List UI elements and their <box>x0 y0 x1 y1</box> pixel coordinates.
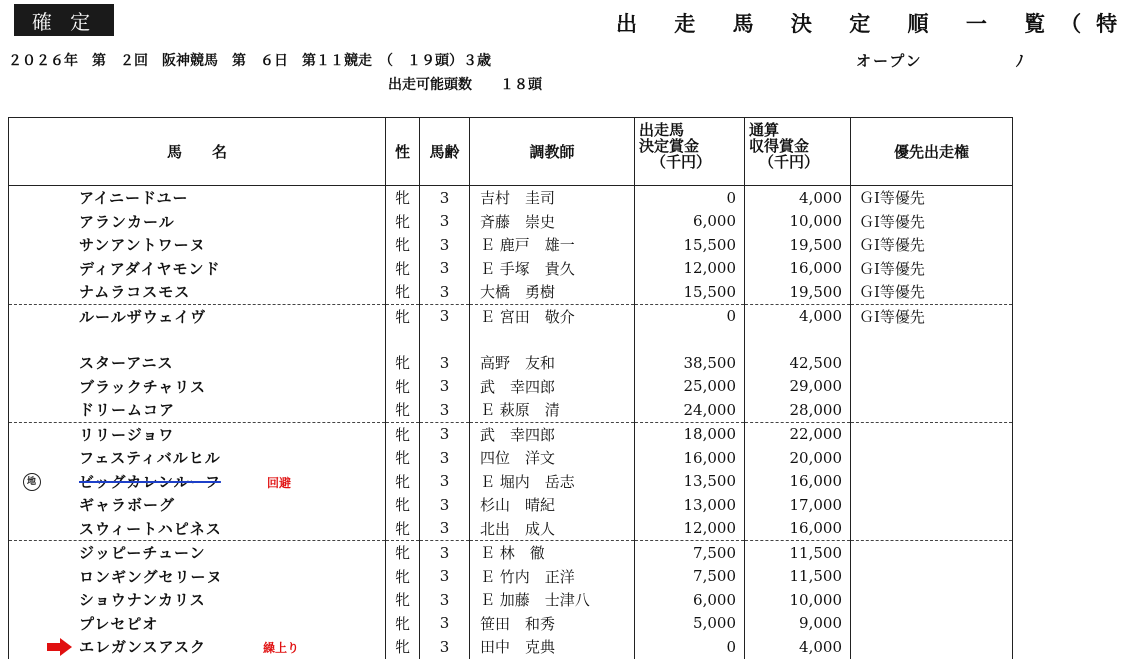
priority-cell: ＧⅠ等優先 <box>851 280 1013 304</box>
horse-name: ルールザウェイヴ <box>79 307 207 326</box>
sex-cell: 牝 <box>386 257 420 281</box>
trainer-cell: 吉村 圭司 <box>470 186 635 210</box>
priority-cell <box>851 635 1013 659</box>
header-total-line1: 通算 <box>749 121 780 139</box>
header-decision-prize <box>635 118 745 186</box>
total-prize-cell: 4,000 <box>745 635 851 659</box>
empty-cell <box>635 328 745 351</box>
age-cell: 3 <box>420 210 470 234</box>
total-prize-cell: 19,500 <box>745 233 851 257</box>
horse-name-cell <box>9 398 386 422</box>
table-row <box>9 517 1013 541</box>
decision-prize-cell: 38,500 <box>635 351 745 375</box>
horse-name-cell <box>9 186 386 210</box>
priority-cell <box>851 398 1013 422</box>
horse-name: ギャラボーグ <box>79 496 176 515</box>
scratched-note: 回避 <box>267 475 292 490</box>
age-cell: 3 <box>420 422 470 446</box>
trainer-cell: 高野 友和 <box>470 351 635 375</box>
horse-name: スターアニス <box>79 354 174 373</box>
horse-name: ショウナンカリス <box>79 591 206 610</box>
header-age: 馬齢 <box>420 118 470 186</box>
horse-name-cell <box>9 565 386 589</box>
horse-name: ディアダイヤモンド <box>79 259 221 278</box>
horse-name: エレガンスアスク <box>79 638 206 657</box>
header-row <box>9 118 1013 186</box>
edge-mark: ﾉ <box>1016 52 1024 70</box>
sex-cell: 牝 <box>386 375 420 399</box>
trainer-cell: 田中 克典 <box>470 635 635 659</box>
trainer-cell: 武 幸四郎 <box>470 422 635 446</box>
age-cell: 3 <box>420 470 470 494</box>
table-row <box>9 635 1013 659</box>
trainer-cell: Ｅ 宮田 敬介 <box>470 304 635 328</box>
horse-name: ロンギングセリーヌ <box>79 567 223 586</box>
sex-cell: 牝 <box>386 351 420 375</box>
trainer-cell: 杉山 晴紀 <box>470 493 635 517</box>
trainer-cell: 武 幸四郎 <box>470 375 635 399</box>
decision-prize-cell: 0 <box>635 186 745 210</box>
table-row <box>9 210 1013 234</box>
trainer-cell: 笹田 和秀 <box>470 612 635 636</box>
priority-cell <box>851 470 1013 494</box>
priority-cell: ＧⅠ等優先 <box>851 304 1013 328</box>
total-prize-cell: 4,000 <box>745 304 851 328</box>
horse-name: リリージョワ <box>79 425 175 444</box>
decision-prize-cell: 7,500 <box>635 565 745 589</box>
decision-prize-cell: 0 <box>635 304 745 328</box>
sex-cell: 牝 <box>386 186 420 210</box>
sex-cell: 牝 <box>386 470 420 494</box>
horse-name-cell <box>9 233 386 257</box>
table-row <box>9 565 1013 589</box>
horse-name-cell <box>9 470 386 494</box>
priority-cell <box>851 517 1013 541</box>
total-prize-cell: 28,000 <box>745 398 851 422</box>
sex-cell: 牝 <box>386 422 420 446</box>
table-row <box>9 588 1013 612</box>
age-cell: 3 <box>420 565 470 589</box>
decision-prize-cell: 18,000 <box>635 422 745 446</box>
priority-cell <box>851 493 1013 517</box>
trainer-cell: Ｅ 林 徹 <box>470 541 635 565</box>
status-badge: 確 定 <box>14 4 114 36</box>
horse-name-cell <box>9 210 386 234</box>
trainer-cell: 大橋 勇樹 <box>470 280 635 304</box>
priority-cell <box>851 375 1013 399</box>
age-cell: 3 <box>420 541 470 565</box>
priority-cell <box>851 588 1013 612</box>
eligible-count: 出走可能頭数 １８頭 <box>388 77 542 93</box>
trainer-cell: 北出 成人 <box>470 517 635 541</box>
decision-prize-cell: 25,000 <box>635 375 745 399</box>
total-prize-cell: 20,000 <box>745 446 851 470</box>
page-title: 出 走 馬 決 定 順 一 覧（特 <box>616 12 1132 36</box>
decision-prize-cell: 15,500 <box>635 233 745 257</box>
sex-cell: 牝 <box>386 233 420 257</box>
horse-name-cell <box>9 375 386 399</box>
header-priority: 優先出走権 <box>851 118 1013 186</box>
horse-name-cell <box>9 304 386 328</box>
race-condition: オープン <box>856 52 923 70</box>
age-cell: 3 <box>420 351 470 375</box>
priority-cell <box>851 446 1013 470</box>
horse-name: サンアントワーヌ <box>79 236 206 255</box>
empty-cell <box>420 328 470 351</box>
horse-name-cell <box>9 446 386 470</box>
table-row <box>9 375 1013 399</box>
sex-cell: 牝 <box>386 635 420 659</box>
horse-name-cell <box>9 588 386 612</box>
header-total-line3: （千円） <box>759 153 820 171</box>
priority-cell: ＧⅠ等優先 <box>851 233 1013 257</box>
total-prize-cell: 16,000 <box>745 517 851 541</box>
header-decision-line2: 決定賞金 <box>639 137 700 155</box>
sex-cell: 牝 <box>386 565 420 589</box>
header-total-prize <box>745 118 851 186</box>
decision-prize-cell: 12,000 <box>635 517 745 541</box>
horse-name: ブラックチャリス <box>79 377 206 396</box>
decision-prize-cell: 15,500 <box>635 280 745 304</box>
total-prize-cell: 9,000 <box>745 612 851 636</box>
spacer-row <box>9 328 1013 351</box>
horse-name-cell <box>9 257 386 281</box>
empty-cell <box>745 328 851 351</box>
age-cell: 3 <box>420 517 470 541</box>
table-row <box>9 233 1013 257</box>
empty-cell <box>386 328 420 351</box>
horse-name-cell <box>9 517 386 541</box>
total-prize-cell: 11,500 <box>745 541 851 565</box>
table-row <box>9 446 1013 470</box>
sex-cell: 牝 <box>386 541 420 565</box>
header-sex: 性 <box>386 118 420 186</box>
trainer-cell: Ｅ 萩原 清 <box>470 398 635 422</box>
horse-name: ナムラコスモス <box>79 283 191 302</box>
decision-prize-cell: 16,000 <box>635 446 745 470</box>
entries-body <box>9 186 1013 659</box>
priority-cell <box>851 422 1013 446</box>
sex-cell: 牝 <box>386 446 420 470</box>
age-cell: 3 <box>420 446 470 470</box>
table-row <box>9 186 1013 210</box>
total-prize-cell: 10,000 <box>745 210 851 234</box>
total-prize-cell: 16,000 <box>745 470 851 494</box>
priority-cell: ＧⅠ等優先 <box>851 210 1013 234</box>
total-prize-cell: 42,500 <box>745 351 851 375</box>
horse-name: スウィートハピネス <box>79 519 222 538</box>
header-decision-line1: 出走馬 <box>639 121 685 139</box>
priority-cell: ＧⅠ等優先 <box>851 257 1013 281</box>
age-cell: 3 <box>420 588 470 612</box>
table-row <box>9 422 1013 446</box>
table-row <box>9 470 1013 494</box>
sex-cell: 牝 <box>386 493 420 517</box>
total-prize-cell: 17,000 <box>745 493 851 517</box>
decision-prize-cell: 13,000 <box>635 493 745 517</box>
table-row <box>9 493 1013 517</box>
empty-cell <box>851 328 1013 351</box>
sex-cell: 牝 <box>386 210 420 234</box>
horse-name: ビッグカレンルーフ <box>79 472 221 491</box>
horse-name-cell <box>9 280 386 304</box>
horse-name-cell <box>9 612 386 636</box>
age-cell: 3 <box>420 304 470 328</box>
sex-cell: 牝 <box>386 588 420 612</box>
priority-cell <box>851 612 1013 636</box>
table-row <box>9 257 1013 281</box>
decision-prize-cell: 6,000 <box>635 588 745 612</box>
priority-cell <box>851 541 1013 565</box>
trainer-cell: 斉藤 崇史 <box>470 210 635 234</box>
sex-cell: 牝 <box>386 280 420 304</box>
local-horse-mark-icon: 地 <box>23 473 41 491</box>
header-decision-line3: （千円） <box>651 153 712 171</box>
priority-cell <box>851 351 1013 375</box>
age-cell: 3 <box>420 186 470 210</box>
trainer-cell: Ｅ 加藤 士津八 <box>470 588 635 612</box>
total-prize-cell: 4,000 <box>745 186 851 210</box>
decision-prize-cell: 13,500 <box>635 470 745 494</box>
header-name: 馬 名 <box>9 118 386 186</box>
horse-name-cell <box>9 493 386 517</box>
total-prize-cell: 29,000 <box>745 375 851 399</box>
age-cell: 3 <box>420 233 470 257</box>
horse-name: アイニードユー <box>79 189 189 208</box>
sex-cell: 牝 <box>386 398 420 422</box>
age-cell: 3 <box>420 612 470 636</box>
trainer-cell: Ｅ 鹿戸 雄一 <box>470 233 635 257</box>
entries-table <box>8 117 1013 659</box>
total-prize-cell: 22,000 <box>745 422 851 446</box>
trainer-cell: 四位 洋文 <box>470 446 635 470</box>
age-cell: 3 <box>420 635 470 659</box>
table-row <box>9 304 1013 328</box>
decision-prize-cell: 7,500 <box>635 541 745 565</box>
sex-cell: 牝 <box>386 612 420 636</box>
header-trainer: 調教師 <box>470 118 635 186</box>
horse-name: ジッピーチューン <box>79 544 206 563</box>
moved-up-note: 繰上り <box>263 641 300 655</box>
horse-name: ドリームコア <box>79 401 176 420</box>
table-row <box>9 351 1013 375</box>
table-row <box>9 398 1013 422</box>
trainer-cell: Ｅ 堀内 岳志 <box>470 470 635 494</box>
age-cell: 3 <box>420 493 470 517</box>
decision-prize-cell: 6,000 <box>635 210 745 234</box>
horse-name-cell <box>9 351 386 375</box>
age-cell: 3 <box>420 398 470 422</box>
empty-cell <box>470 328 635 351</box>
table-row <box>9 612 1013 636</box>
table-row <box>9 541 1013 565</box>
sex-cell: 牝 <box>386 304 420 328</box>
horse-name-cell <box>9 541 386 565</box>
sex-cell: 牝 <box>386 517 420 541</box>
total-prize-cell: 19,500 <box>745 280 851 304</box>
age-cell: 3 <box>420 257 470 281</box>
horse-name-cell <box>9 422 386 446</box>
race-info: ２０２６年 第 ２回 阪神競馬 第 ６日 第１１競走 （ １９頭）３歳 <box>8 53 491 69</box>
age-cell: 3 <box>420 375 470 399</box>
age-cell: 3 <box>420 280 470 304</box>
decision-prize-cell: 0 <box>635 635 745 659</box>
trainer-cell: Ｅ 竹内 正洋 <box>470 565 635 589</box>
decision-prize-cell: 12,000 <box>635 257 745 281</box>
horse-name: プレセピオ <box>79 614 159 633</box>
horse-name: アランカール <box>79 212 175 231</box>
header-total-line2: 収得賞金 <box>749 137 810 155</box>
horse-name: フェスティバルヒル <box>79 449 221 468</box>
priority-cell: ＧⅠ等優先 <box>851 186 1013 210</box>
table-row <box>9 280 1013 304</box>
decision-prize-cell: 24,000 <box>635 398 745 422</box>
priority-cell <box>851 565 1013 589</box>
total-prize-cell: 10,000 <box>745 588 851 612</box>
total-prize-cell: 16,000 <box>745 257 851 281</box>
horse-name-cell <box>9 635 386 659</box>
total-prize-cell: 11,500 <box>745 565 851 589</box>
trainer-cell: Ｅ 手塚 貴久 <box>470 257 635 281</box>
decision-prize-cell: 5,000 <box>635 612 745 636</box>
empty-cell <box>9 328 386 351</box>
